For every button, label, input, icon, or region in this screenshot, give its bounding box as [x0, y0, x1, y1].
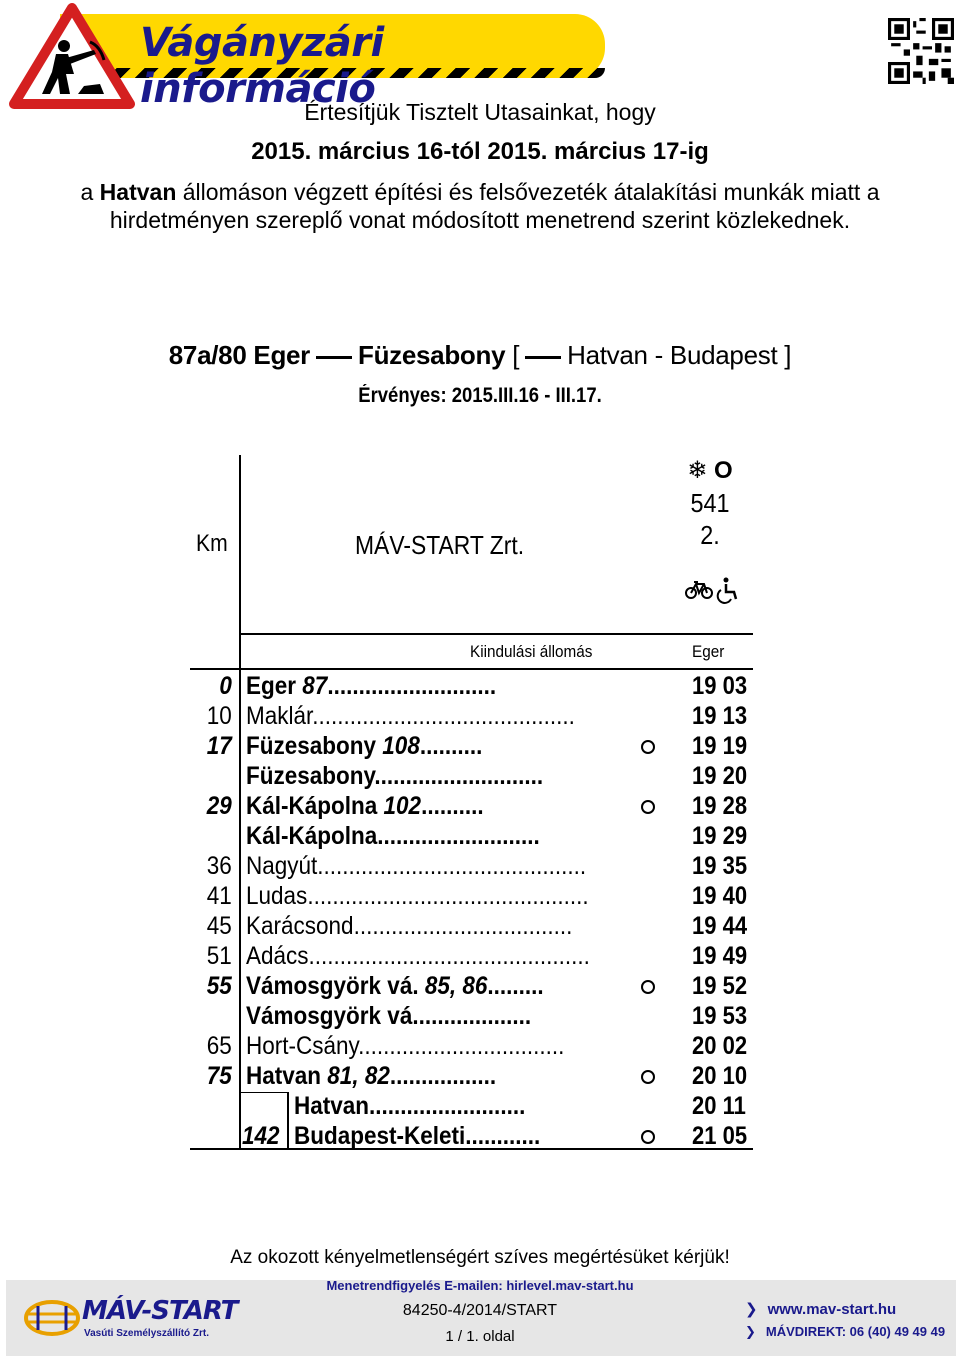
route-rest: Hatvan - Budapest ] — [567, 340, 792, 370]
intro-line-3-prefix: a — [80, 179, 100, 205]
row-time: 19 19 — [692, 732, 748, 760]
stop-circle-icon — [641, 980, 655, 994]
row-station — [246, 941, 590, 971]
row-time: 19 03 — [692, 672, 748, 700]
header-divider — [239, 633, 753, 635]
row-station — [246, 971, 544, 1001]
table-row — [0, 671, 960, 701]
page-number: 1 / 1. oldal — [445, 1328, 515, 1345]
apology-text: Az okozott kényelmetlenségért szíves megértésüket kérjük! — [230, 1247, 730, 1268]
row-leader-dots: .......................................... — [312, 702, 575, 730]
row-station — [246, 761, 543, 791]
row-station-name: Budapest-Keleti — [294, 1122, 466, 1150]
intro-line-1: Értesítjük Tisztelt Utasainkat, hogy — [304, 99, 656, 125]
stop-circle-icon — [641, 1070, 655, 1084]
bicycle-wheelchair-icon — [684, 576, 740, 604]
row-station — [246, 821, 540, 851]
row-km: 17 — [206, 732, 232, 760]
row-time: 19 52 — [692, 972, 748, 1000]
table-row — [0, 791, 960, 821]
row-station-name: Füzesabony — [246, 732, 377, 760]
row-line-ref: 81, 82 — [321, 1062, 390, 1090]
logo-subtitle: Vasúti Személyszállító Zrt. — [84, 1328, 210, 1339]
row-km: 45 — [206, 912, 232, 940]
train-header — [680, 455, 740, 551]
row-leader-dots: ......... — [487, 972, 544, 1000]
row-station — [246, 1031, 564, 1061]
table-row — [0, 881, 960, 911]
row-time: 20 02 — [692, 1032, 748, 1060]
hotline-text: MÁVDIREKT: 06 (40) 49 49 49 — [765, 1324, 946, 1339]
row-station-name: Karácsond — [246, 912, 354, 940]
origin-divider — [190, 668, 753, 670]
train-symbol: ❄ O — [687, 457, 733, 484]
table-row — [0, 821, 960, 851]
row-time: 19 28 — [692, 792, 748, 820]
row-line-ref: 85, 86 — [418, 972, 488, 1000]
row-station — [246, 881, 589, 911]
route-title — [0, 340, 960, 371]
table-row — [0, 911, 960, 941]
row-station-name: Füzesabony — [246, 762, 375, 790]
validity-period: Érvényes: 2015.III.16 - III.17. — [358, 384, 602, 407]
row-line-ref: 87 — [296, 672, 328, 700]
row-leader-dots: ................................. — [358, 1032, 565, 1060]
row-km: 29 — [206, 792, 232, 820]
km-header: Km — [196, 530, 228, 557]
row-km: 36 — [206, 852, 232, 880]
row-leader-dots: ................. — [389, 1062, 497, 1090]
table-row — [0, 851, 960, 881]
intro-station: Hatvan — [99, 179, 177, 205]
route-code: 87a/80 Eger — [168, 340, 310, 370]
row-line-ref: 102 — [377, 792, 422, 820]
row-station — [294, 1121, 540, 1151]
intro-line-3 — [0, 178, 960, 206]
row-station — [246, 671, 496, 701]
row-station — [246, 701, 575, 731]
document-id: 84250-4/2014/START — [402, 1302, 558, 1319]
row-time: 19 13 — [692, 702, 748, 730]
origin-value: Eger — [692, 642, 725, 661]
table-row — [0, 1091, 960, 1121]
row-station-name: Hatvan — [294, 1092, 370, 1120]
row-leader-dots: ......................... — [369, 1092, 526, 1120]
row-station-name: Hort-Csány — [246, 1032, 359, 1060]
row-leader-dots: ........................................... — [317, 852, 587, 880]
row-station-name: Vámosgyörk vá. — [246, 972, 419, 1000]
table-row — [0, 1001, 960, 1031]
row-station-name: Hatvan — [246, 1062, 322, 1090]
row-leader-dots: ............................................. — [308, 942, 590, 970]
row-km: 55 — [206, 972, 232, 1000]
table-row — [0, 941, 960, 971]
row-station — [294, 1091, 525, 1121]
intro-period: 2015. március 16-tól 2015. március 17-ig — [251, 138, 709, 165]
table-row — [0, 701, 960, 731]
row-station-name: Maklár — [246, 702, 313, 730]
website-text: www.mav-start.hu — [767, 1301, 897, 1318]
route-main-station: Füzesabony — [358, 340, 506, 370]
row-km: 51 — [206, 942, 232, 970]
row-time: 19 20 — [692, 762, 748, 790]
qr-code-icon — [888, 18, 954, 84]
row-leader-dots: .......... — [421, 792, 484, 820]
row-time: 19 49 — [692, 942, 748, 970]
train-number: 541 — [690, 488, 730, 518]
intro-line-4: hirdetményen szereplő vonat módosított menetrend szerint közlekednek. — [109, 207, 851, 233]
row-station — [246, 911, 572, 941]
row-time: 20 10 — [692, 1062, 748, 1090]
row-station — [246, 851, 586, 881]
row-leader-dots: .................. — [418, 1002, 532, 1030]
row-time: 19 40 — [692, 882, 748, 910]
row-station-name: Eger — [246, 672, 297, 700]
row-km: 10 — [206, 702, 232, 730]
row-km: 75 — [206, 1062, 232, 1090]
row-station-name: Adács — [246, 942, 309, 970]
stop-circle-icon — [641, 800, 655, 814]
newsletter-link[interactable]: Menetrendfigyelés E-mailen: hirlevel.mav-start.hu — [326, 1278, 634, 1293]
intro-line-3-rest: állomáson végzett építési és felsővezeték átalakítási munkák miatt a — [176, 179, 880, 205]
table-row — [0, 1061, 960, 1091]
row-leader-dots: ............................................. — [307, 882, 589, 910]
banner-title: Vágányzári információ — [140, 20, 384, 112]
hotline-info — [745, 1324, 945, 1340]
table-row — [0, 761, 960, 791]
row-station — [246, 1001, 531, 1031]
row-station — [246, 1061, 496, 1091]
route-dash-2 — [525, 356, 561, 359]
stop-circle-icon — [641, 1130, 655, 1144]
route-bracket: [ — [512, 340, 520, 370]
row-station-name: Kál-Kápolna — [246, 792, 378, 820]
row-leader-dots: ................................... — [353, 912, 573, 940]
row-station — [246, 731, 482, 761]
row-km: 0 — [219, 672, 232, 700]
stop-circle-icon — [641, 740, 655, 754]
table-row — [0, 1031, 960, 1061]
row-leader-dots: ........................... — [327, 672, 497, 700]
route-dash — [316, 356, 352, 359]
row-station-name: Kál-Kápolna — [246, 822, 378, 850]
logo-text: MÁV-START — [82, 1296, 238, 1326]
row-station — [246, 791, 484, 821]
row-station-name: Ludas — [246, 882, 308, 910]
row-time: 19 35 — [692, 852, 748, 880]
row-time: 19 53 — [692, 1002, 748, 1030]
table-row — [0, 731, 960, 761]
row-leader-dots: .......... — [419, 732, 483, 760]
row-station-name: Nagyút — [246, 852, 318, 880]
operator-header: MÁV-START Zrt. — [355, 530, 525, 560]
row-time: 19 29 — [692, 822, 748, 850]
row-km: 41 — [206, 882, 232, 910]
header-banner — [60, 14, 605, 112]
row-leader-dots: ............ — [465, 1122, 541, 1150]
row-time: 20 11 — [692, 1092, 746, 1120]
row-station-name: Vámosgyörk vá. — [246, 1002, 419, 1030]
website-link[interactable] — [745, 1300, 896, 1318]
origin-label: Kiindulási állomás — [470, 642, 593, 661]
row-km: 142 — [242, 1122, 280, 1150]
chevron-right-icon: ❯ — [745, 1324, 756, 1339]
chevron-right-icon: ❯ — [745, 1301, 758, 1318]
row-line-ref: 108 — [376, 732, 420, 760]
row-time: 21 05 — [692, 1122, 748, 1150]
table-row — [0, 1121, 960, 1151]
roadworks-warning-icon — [8, 2, 136, 112]
row-time: 19 44 — [692, 912, 748, 940]
row-leader-dots: ........................... — [374, 762, 544, 790]
table-row — [0, 971, 960, 1001]
row-km: 65 — [206, 1032, 232, 1060]
row-leader-dots: .......................... — [377, 822, 540, 850]
train-class: 2. — [700, 520, 720, 550]
